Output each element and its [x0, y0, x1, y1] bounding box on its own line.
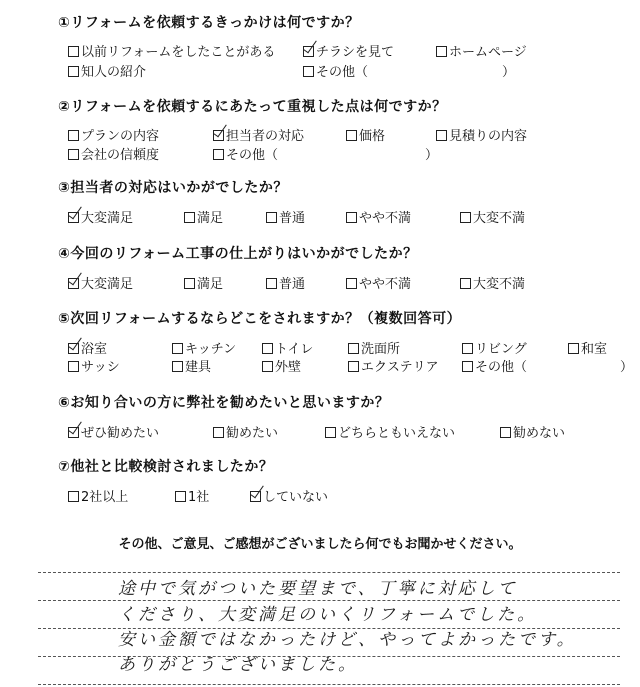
q5-option-toilet[interactable]: トイレ: [262, 338, 313, 357]
checkbox[interactable]: [436, 130, 447, 141]
ruled-line: [38, 572, 620, 573]
checkbox[interactable]: [346, 212, 357, 223]
q5-option-kitchen[interactable]: キッチン: [172, 338, 236, 357]
q7-option-one-company[interactable]: 1社: [175, 486, 209, 505]
q2-option-plan[interactable]: プランの内容: [68, 125, 159, 144]
checkbox-checked[interactable]: [213, 130, 224, 141]
checkbox[interactable]: [303, 66, 314, 77]
checkbox-checked[interactable]: [303, 46, 314, 57]
checkbox[interactable]: [568, 343, 579, 354]
q5-option-washroom[interactable]: 洗面所: [348, 338, 400, 357]
q1-option-referral[interactable]: 知人の紹介: [68, 61, 146, 80]
checkbox[interactable]: [462, 343, 473, 354]
q7-option-none[interactable]: していない: [250, 486, 328, 505]
checkbox[interactable]: [68, 491, 79, 502]
checkbox-checked[interactable]: [68, 212, 79, 223]
q6-option-recommend[interactable]: 勧めたい: [213, 422, 278, 441]
checkbox[interactable]: [68, 66, 79, 77]
q2-option-other[interactable]: その他（: [213, 144, 278, 163]
checkbox[interactable]: [346, 130, 357, 141]
checkbox[interactable]: [262, 361, 273, 372]
q7-option-two-or-more[interactable]: 2社以上: [68, 486, 128, 505]
checkbox[interactable]: [460, 212, 471, 223]
handwritten-comment-line: 安い金額ではなかったけど、やってよかったです。: [118, 630, 577, 650]
q5-option-fittings[interactable]: 建具: [172, 356, 211, 375]
q3-option-normal[interactable]: 普通: [266, 207, 305, 226]
checkbox[interactable]: [348, 343, 359, 354]
question-7-title: ⑦他社と比較検討されましたか？: [58, 459, 274, 475]
q6-option-neutral[interactable]: どちらともいえない: [325, 422, 455, 441]
checkbox[interactable]: [175, 491, 186, 502]
q1-option-previous-reform[interactable]: 以前リフォームをしたことがある: [68, 41, 275, 60]
checkbox[interactable]: [68, 46, 79, 57]
checkbox[interactable]: [68, 149, 79, 160]
q2-option-price[interactable]: 価格: [346, 125, 385, 144]
question-6-title: ⑥お知り合いの方に弊社を勧めたいと思いますか？: [58, 395, 390, 411]
comments-prompt: その他、ご意見、ご感想がございましたら何でもお聞かせください。: [118, 537, 522, 552]
checkbox[interactable]: [184, 278, 195, 289]
q5-option-exterior-wall[interactable]: 外壁: [262, 356, 301, 375]
checkbox[interactable]: [172, 361, 183, 372]
q5-option-exterior[interactable]: エクステリア: [348, 356, 439, 375]
question-2-title: ②リフォームを依頼するにあたって重視した点は何ですか？: [58, 99, 447, 115]
checkbox[interactable]: [266, 212, 277, 223]
question-3-title: ③担当者の対応はいかがでしたか？: [58, 180, 288, 196]
q2-option-trust[interactable]: 会社の信頼度: [68, 144, 159, 163]
q5-option-living[interactable]: リビング: [462, 338, 527, 357]
checkbox[interactable]: [462, 361, 473, 372]
q2-other-close: ）: [425, 148, 439, 163]
checkbox[interactable]: [500, 427, 511, 438]
checkbox[interactable]: [460, 278, 471, 289]
q6-option-not-recommend[interactable]: 勧めない: [500, 422, 565, 441]
q2-option-estimate[interactable]: 見積りの内容: [436, 125, 527, 144]
checkbox[interactable]: [325, 427, 336, 438]
checkbox[interactable]: [184, 212, 195, 223]
q4-option-somewhat-dissatisfied[interactable]: やや不満: [346, 273, 411, 292]
q1-option-flyer[interactable]: チラシを見て: [303, 41, 394, 60]
checkbox[interactable]: [68, 361, 79, 372]
checkbox[interactable]: [262, 343, 273, 354]
ruled-line: [38, 684, 620, 685]
q5-option-bathroom[interactable]: 浴室: [68, 338, 107, 357]
q3-option-very-dissatisfied[interactable]: 大変不満: [460, 207, 525, 226]
checkbox[interactable]: [68, 130, 79, 141]
checkbox[interactable]: [348, 361, 359, 372]
question-4-title: ④今回のリフォーム工事の仕上がりはいかがでしたか？: [58, 246, 418, 262]
q4-option-very-dissatisfied[interactable]: 大変不満: [460, 273, 525, 292]
checkbox-checked[interactable]: [68, 343, 79, 354]
q4-option-satisfied[interactable]: 満足: [184, 273, 223, 292]
q5-option-japanese-room[interactable]: 和室: [568, 338, 607, 357]
checkbox[interactable]: [213, 427, 224, 438]
checkbox[interactable]: [436, 46, 447, 57]
q1-other-close: ）: [502, 65, 516, 80]
checkbox[interactable]: [172, 343, 183, 354]
q3-option-satisfied[interactable]: 満足: [184, 207, 223, 226]
q1-option-other[interactable]: その他（: [303, 61, 368, 80]
checkbox[interactable]: [346, 278, 357, 289]
checkbox-checked[interactable]: [68, 278, 79, 289]
q5-option-sash[interactable]: サッシ: [68, 356, 120, 375]
q4-option-very-satisfied[interactable]: 大変満足: [68, 273, 133, 292]
question-5-title: ⑤次回リフォームするならどこをされますか？（複数回答可）: [58, 311, 462, 327]
q1-option-homepage[interactable]: ホームページ: [436, 41, 527, 60]
question-1-title: ①リフォームを依頼するきっかけは何ですか？: [58, 15, 360, 31]
q6-option-definitely-recommend[interactable]: ぜひ勧めたい: [68, 422, 159, 441]
q2-option-staff[interactable]: 担当者の対応: [213, 125, 304, 144]
q5-option-other[interactable]: その他（: [462, 356, 527, 375]
checkbox[interactable]: [266, 278, 277, 289]
handwritten-comment-line: 途中で気がついた要望まで、丁寧に対応して: [118, 579, 518, 599]
handwritten-comment-line: くださり、大変満足のいくリフォームでした。: [118, 605, 538, 625]
q3-option-very-satisfied[interactable]: 大変満足: [68, 207, 133, 226]
handwritten-comment-line: ありがとうございました。: [118, 655, 358, 675]
checkbox-checked[interactable]: [68, 427, 79, 438]
q5-other-close: ）: [620, 360, 634, 375]
checkbox-checked[interactable]: [250, 491, 261, 502]
q3-option-somewhat-dissatisfied[interactable]: やや不満: [346, 207, 411, 226]
q4-option-normal[interactable]: 普通: [266, 273, 305, 292]
checkbox[interactable]: [213, 149, 224, 160]
